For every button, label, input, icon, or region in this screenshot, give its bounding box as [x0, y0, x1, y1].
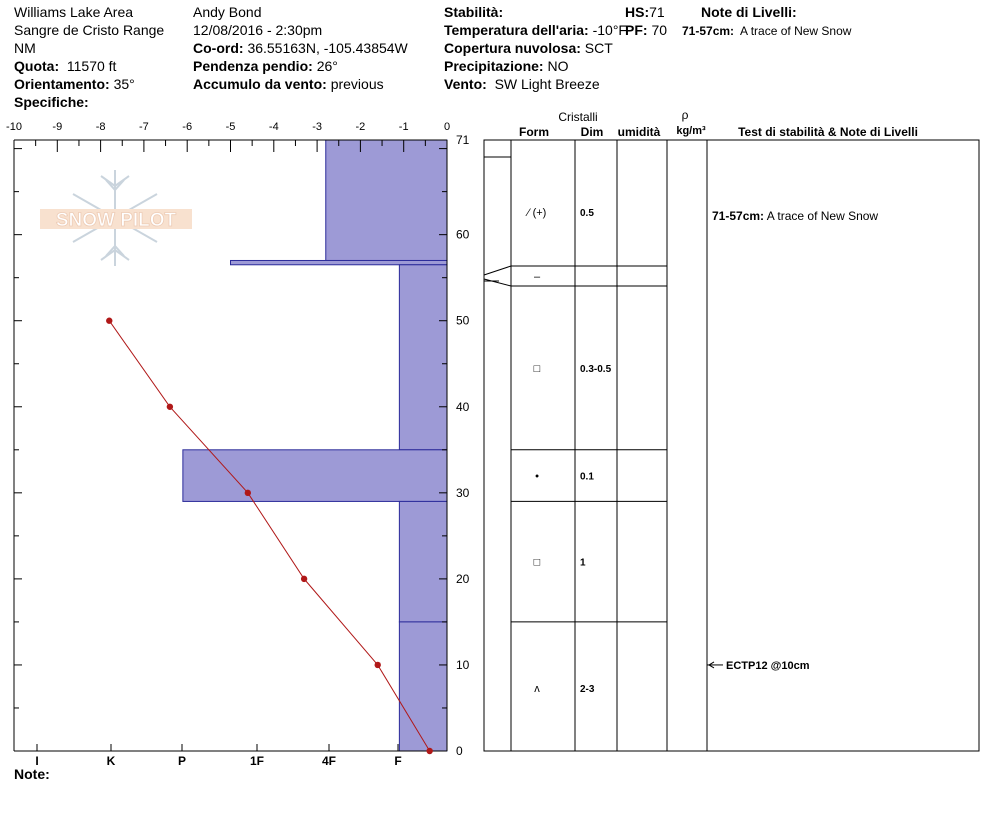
layer-table — [484, 140, 979, 751]
temp-tick-label: -10 — [6, 121, 22, 133]
temp-tick-label: -1 — [398, 121, 409, 133]
temperature-point — [245, 490, 251, 496]
notes-label: Note: — [14, 766, 50, 782]
temperature-point — [375, 662, 381, 668]
layer-form: □ — [533, 362, 541, 375]
temp-tick-label: -2 — [355, 121, 366, 133]
wind-value: SW Light Breeze — [494, 76, 600, 92]
pf-label: PF: — [625, 22, 648, 38]
aspect-value: 35° — [113, 76, 135, 92]
column-crystals: Cristalli — [558, 110, 598, 124]
hardness-label: K — [106, 754, 116, 768]
temperature-point — [106, 318, 112, 324]
height-tick-label: 50 — [456, 313, 470, 328]
hardness-label: 4F — [321, 754, 337, 768]
precip-label: Precipitazione: — [444, 58, 544, 74]
hardness-bars — [183, 140, 447, 751]
column-rho: ρ — [681, 108, 689, 122]
datetime: 12/08/2016 - 2:30pm — [193, 22, 323, 38]
hardness-label: 1F — [249, 754, 265, 768]
layer-notes-title: Note di Livelli: — [701, 4, 797, 20]
temperature-point — [426, 748, 432, 754]
temperature-profile — [106, 318, 433, 755]
temp-tick-label: -6 — [182, 121, 193, 133]
layer-connector — [484, 266, 511, 275]
height-tick-label: 30 — [456, 485, 470, 500]
column-size: Dim — [580, 125, 604, 139]
temperature-point — [301, 576, 307, 582]
stability-label: Stabilità: — [444, 4, 504, 20]
elevation-value: 11570 ft — [66, 58, 117, 74]
snowpilot-logo — [40, 170, 192, 266]
location: Williams Lake Area — [14, 4, 134, 20]
hardness-bar-2 — [399, 265, 447, 450]
temp-tick-label: -4 — [268, 121, 279, 133]
elevation-label: Quota: — [14, 58, 60, 74]
hardness-bar-3 — [183, 450, 447, 502]
cloud-label: Copertura nuvolosa: — [444, 40, 581, 56]
wind-load-value: previous — [330, 76, 384, 92]
layer-size: 0.1 — [580, 471, 594, 483]
height-tick-label: 20 — [456, 571, 470, 586]
layer-note-text: A trace of New Snow — [764, 209, 879, 223]
cloud-value: SCT — [584, 40, 613, 56]
layer-size: 0.5 — [580, 208, 594, 219]
layer-form: – — [533, 271, 541, 283]
observer: Andy Bond — [193, 4, 262, 20]
wind-load-label: Accumulo da vento: — [193, 76, 327, 92]
stability-test-label: ECTP12 @10cm — [726, 659, 810, 672]
specifics-label: Specifiche: — [14, 94, 89, 110]
height-tick-label: 10 — [456, 657, 470, 672]
temperature-point — [167, 404, 173, 410]
coord-label: Co-ord: — [193, 40, 244, 56]
aspect-label: Orientamento: — [14, 76, 110, 92]
layer-connector — [484, 279, 511, 286]
temp-tick-label: 0 — [443, 121, 451, 133]
hardness-label: P — [177, 754, 187, 768]
header-layer-note-range: 71-57cm: — [682, 24, 735, 38]
temp-tick-label: -5 — [225, 121, 236, 133]
hardness-label: F — [394, 754, 402, 768]
height-tick-label: 71 — [456, 133, 470, 147]
hs-value: 71 — [649, 4, 665, 20]
header-layer-note-text: A trace of New Snow — [740, 24, 852, 38]
state: NM — [14, 40, 36, 56]
height-tick-label: 60 — [456, 227, 470, 242]
logo-text: SNOW PILOT — [55, 210, 177, 231]
temp-tick-label: -9 — [52, 121, 63, 133]
layer-form: ⁄ (+) — [527, 207, 547, 219]
air-temp-label: Temperatura dell'aria: — [444, 22, 589, 38]
layer-size: 0.3-0.5 — [580, 363, 612, 375]
pf-value: 70 — [651, 22, 668, 38]
precip-value: NO — [547, 58, 569, 74]
temp-tick-label: -8 — [95, 121, 106, 133]
slope-value: 26° — [316, 58, 338, 74]
temp-tick-label: -7 — [139, 121, 149, 133]
layer-form: □ — [533, 556, 541, 569]
layer-form: ʌ — [534, 683, 540, 695]
column-stability: Test di stabilità & Note di Livelli — [738, 125, 918, 139]
hardness-bar-1 — [231, 260, 448, 264]
column-density-unit: kg/m³ — [676, 125, 706, 137]
layer-form: • — [535, 470, 539, 483]
hardness-bar-0 — [326, 140, 447, 260]
hardness-bar-4 — [399, 501, 447, 621]
column-form: Form — [519, 125, 549, 139]
slope-label: Pendenza pendio: — [193, 58, 313, 74]
temperature-line — [109, 321, 429, 751]
height-tick-label: 40 — [456, 399, 470, 414]
air-temp-value: -10°F — [592, 22, 627, 38]
hardness-bar-5 — [399, 622, 447, 751]
height-tick-label: 0 — [456, 744, 463, 758]
temp-tick-label: -3 — [312, 121, 322, 133]
wind-label: Vento: — [444, 76, 487, 92]
hardness-label: I — [35, 754, 39, 768]
range: Sangre de Cristo Range — [14, 22, 165, 38]
layer-note-range: 71-57cm: — [712, 209, 765, 223]
coord-value: 36.55163N, -105.43854W — [247, 40, 408, 56]
layer-size: 2-3 — [580, 684, 595, 695]
hs-label: HS: — [625, 4, 650, 20]
layer-note — [712, 209, 878, 223]
layer-size: 1 — [580, 557, 586, 569]
column-moisture: umidità — [617, 125, 661, 139]
